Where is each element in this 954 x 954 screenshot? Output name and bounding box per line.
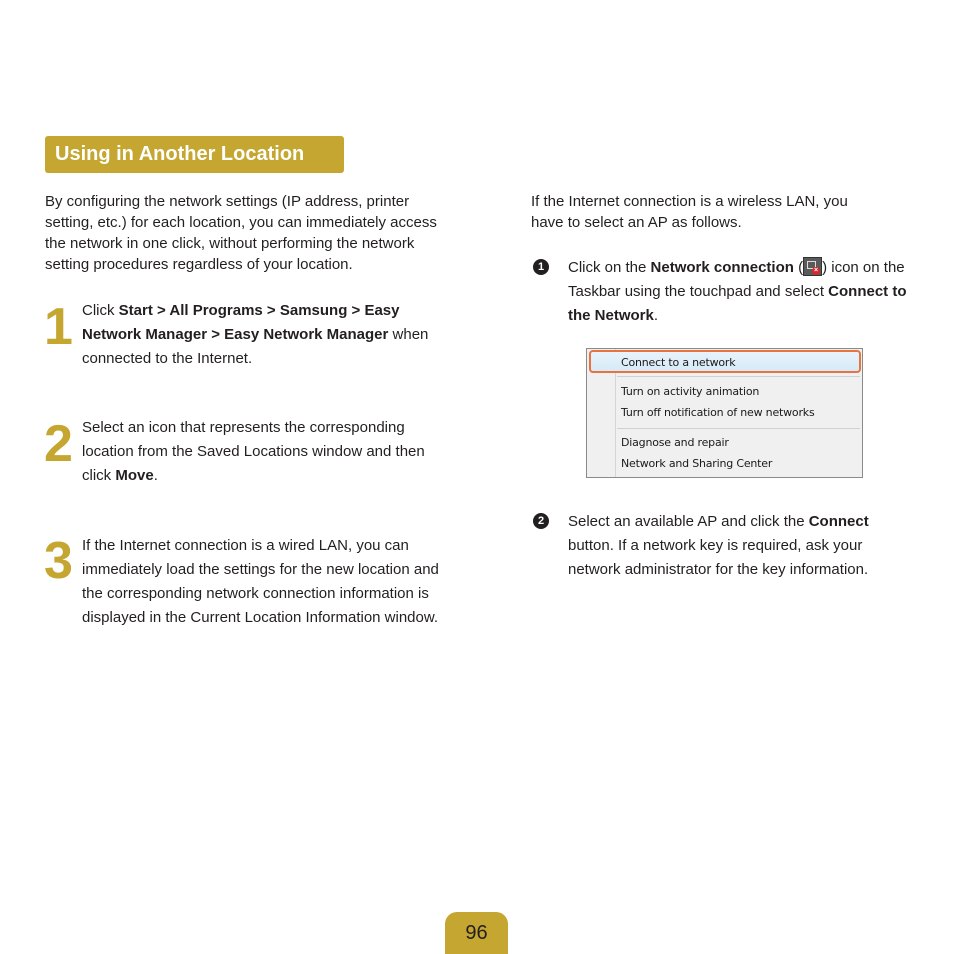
- substep-2-bullet: 2: [533, 513, 549, 529]
- page-number: 96: [445, 912, 508, 954]
- substep-1-bullet: 1: [533, 259, 549, 275]
- wireless-intro: If the Internet connection is a wireless LAN, you have to select an AP as follows.: [531, 193, 848, 231]
- network-connection-label: Network connection: [650, 259, 794, 276]
- step-1-menu-path: Start > All Programs > Samsung > Easy Network Manager > Easy Network Manager: [82, 302, 400, 343]
- menu-separator: [617, 428, 860, 429]
- step-3-number: 3: [44, 532, 73, 590]
- menu-item-diagnose-repair[interactable]: Diagnose and repair: [621, 436, 729, 449]
- substep-1-text-d: ) icon on the Taskbar using the touchpad and select: [568, 259, 905, 300]
- step-1-text: [82, 299, 457, 371]
- menu-item-activity-animation[interactable]: Turn on activity animation: [621, 385, 760, 398]
- step-2-text-a: Select an icon that represents the corresponding location from the Saved Locations window and then click: [82, 419, 425, 484]
- step-2-text: [82, 416, 457, 488]
- context-menu-screenshot: [586, 348, 863, 478]
- connect-label: Connect: [808, 513, 869, 530]
- substep-2-text-c: button. If a network key is required, ask your network administrator for the key information.: [568, 537, 869, 578]
- substep-1-text: [568, 256, 908, 328]
- step-2-text-c: .: [153, 467, 158, 484]
- menu-item-sharing-center[interactable]: Network and Sharing Center: [621, 457, 773, 470]
- substep-1-text-c: (: [793, 259, 804, 276]
- step-1-number: 1: [44, 298, 73, 356]
- substep-2-text-a: Select an available AP and click the: [568, 513, 809, 530]
- intro-paragraph: By configuring the network settings (IP address, printer setting, etc.) for each location, you can immediately access the network in one click, without performing the network setting procedures regardless of your location.: [45, 193, 437, 273]
- step-2-move: Move: [115, 467, 154, 484]
- network-connection-icon: ×: [803, 257, 822, 276]
- step-1-text-c: when connected to the Internet.: [82, 326, 429, 367]
- menu-item-connect-to-network[interactable]: Connect to a network: [621, 356, 736, 369]
- section-title: Using in Another Location: [45, 136, 344, 173]
- substep-2-text: [568, 510, 908, 582]
- step-3-text: If the Internet connection is a wired LAN, you can immediately load the settings for the new location and the corresponding network connection information is displayed in the Current Location Information window.: [82, 537, 439, 626]
- substep-1-text-f: .: [653, 307, 659, 324]
- menu-separator: [617, 376, 860, 377]
- connect-to-network-label: Connect to the Network: [568, 283, 907, 324]
- step-2-number: 2: [44, 415, 73, 473]
- step-1-text-a: Click: [82, 302, 119, 319]
- substep-1-text-a: Click on the: [568, 259, 651, 276]
- menu-item-notification[interactable]: Turn off notification of new networks: [621, 406, 815, 419]
